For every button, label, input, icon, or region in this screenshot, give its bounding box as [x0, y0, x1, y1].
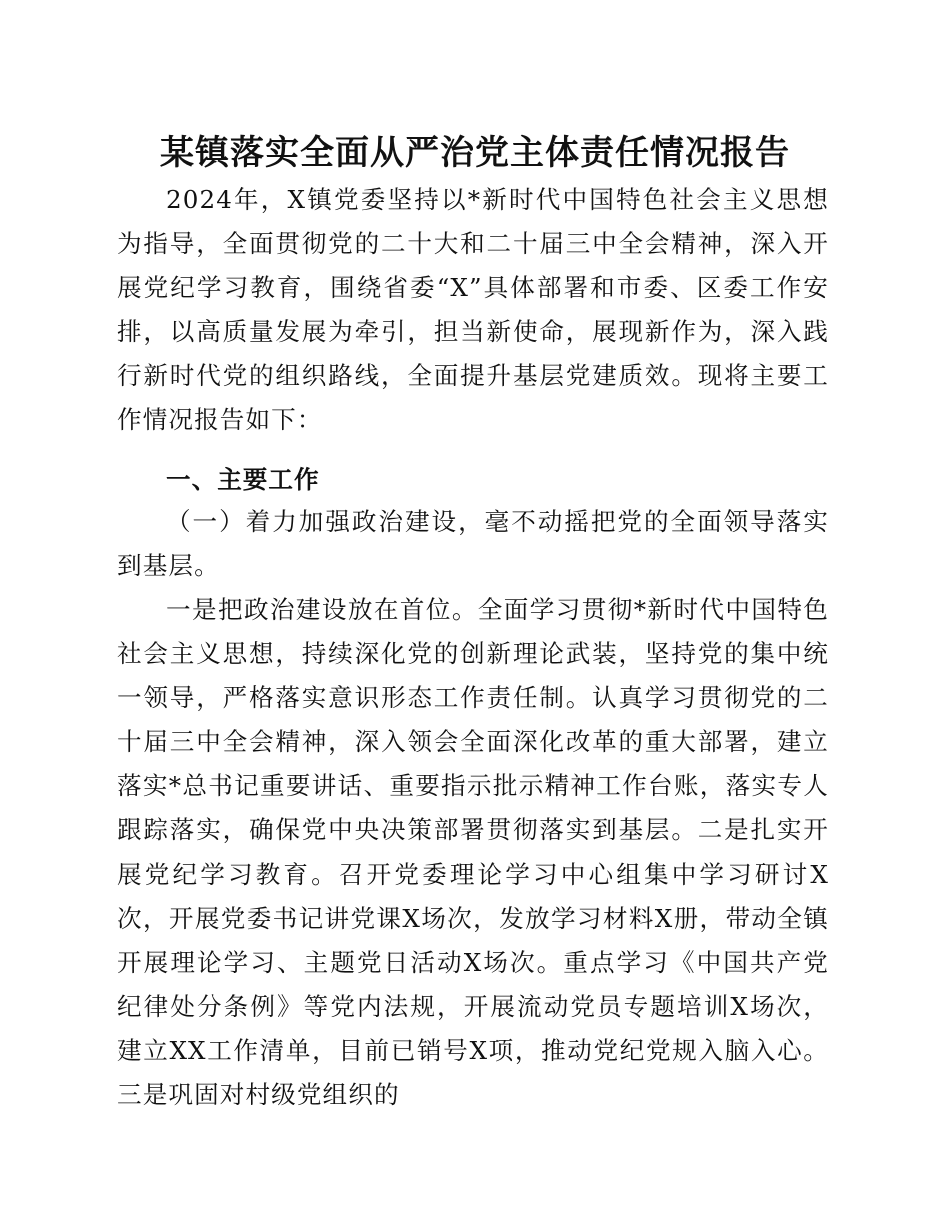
subsection-heading: （一）着力加强政治建设，毫不动摇把党的全面领导落实到基层。: [117, 507, 829, 581]
body-paragraph: 一是把政治建设放在首位。全面学习贯彻*新时代中国特色社会主义思想，持续深化党的创新理论武装，坚持党的集中统一领导，严格落实意识形态工作责任制。认真学习贯彻党的二十届三中全会精神，深入领会全面深化改革的重大部署，建立落实*总书记重要讲话、重要指示批示精神工作台账，落实专人跟踪落实，确保党中央决策部署贯彻落实到基层。二是扎实开展党纪学习教育。召开党委理论学习中心组集中学习研讨X次，开展党委书记讲党课X场次，发放学习材料X册，带动全镇开展理论学习、主题党日活动X场次。重点学习《中国共产党纪律处分条例》等党内法规，开展流动党员专题培训X场次，建立XX工作清单，目前已销号X项，推动党纪党规入脑入心。三是巩固对村级党组织的: [117, 595, 829, 1110]
section-heading: 一、主要工作: [166, 465, 320, 494]
intro-paragraph: 2024年，X镇党委坚持以*新时代中国特色社会主义思想为指导，全面贯彻党的二十大和二十届三中全会精神，深入开展党纪学习教育，围绕省委“X”具体部署和市委、区委工作安排，以高质量发展为牵引，担当新使命，展现新作为，深入践行新时代党的组织路线，全面提升基层党建质效。现将主要工作情况报告如下：: [117, 185, 829, 435]
document-title: 某镇落实全面从严治党主体责任情况报告: [160, 133, 790, 173]
